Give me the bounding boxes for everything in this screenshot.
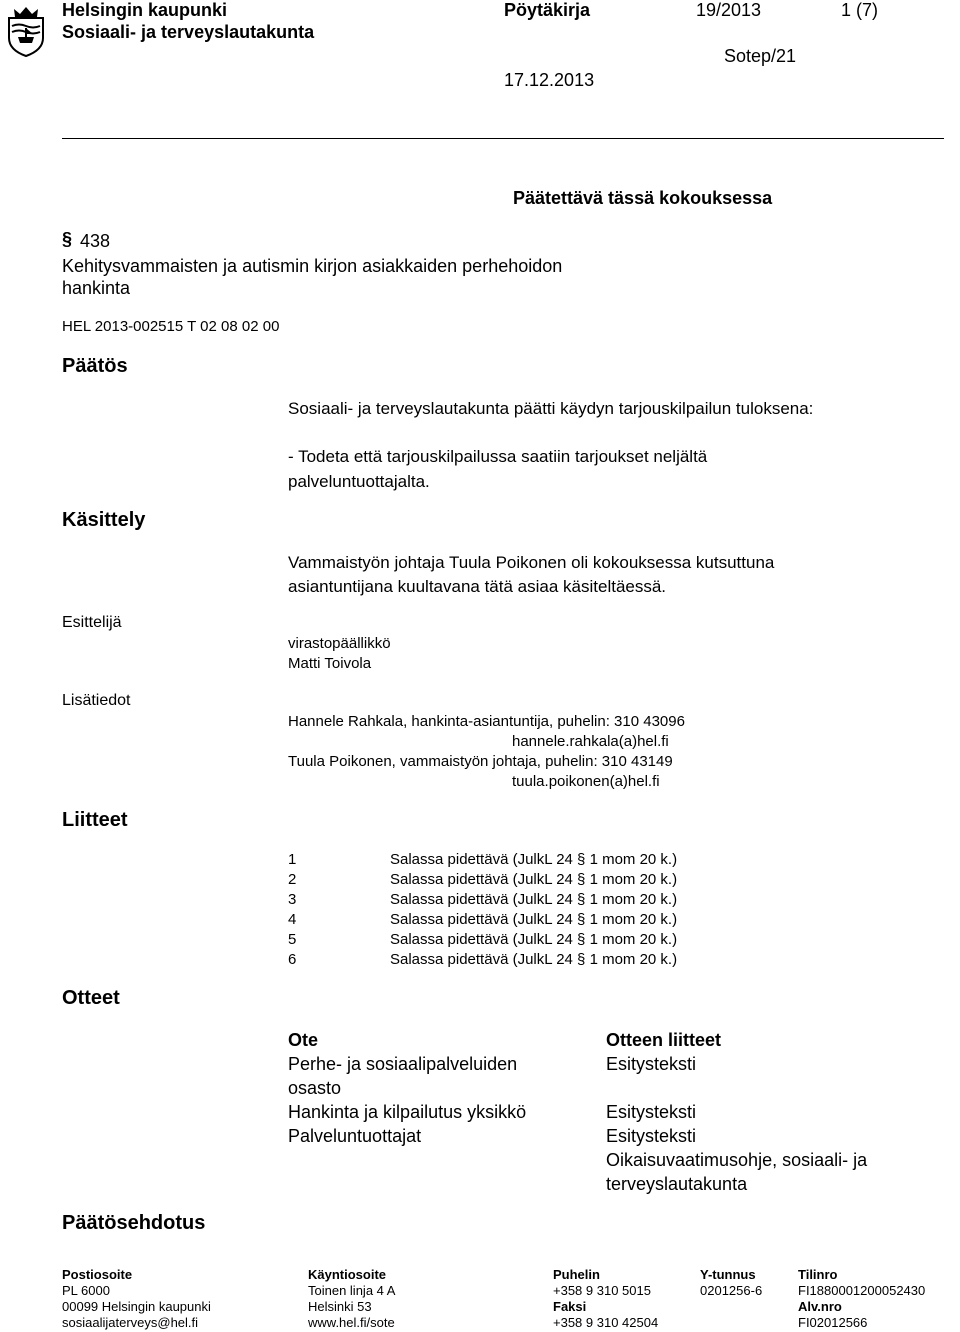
contact-line: Hannele Rahkala, hankinta-asiantuntija, puhelin: 310 43096: [288, 713, 685, 730]
footer-value: +358 9 310 5015: [553, 1283, 651, 1298]
footer-label: Puhelin: [553, 1267, 600, 1282]
extract-recipient: Perhe- ja sosiaalipalveluiden: [288, 1054, 518, 1074]
attachment-number: 1: [288, 851, 297, 868]
footer-value: Toinen linja 4 A: [308, 1283, 396, 1298]
attachment-text: Salassa pidettävä (JulkL 24 § 1 mom 20 k.): [390, 851, 678, 868]
item-title-line2: hankinta: [62, 278, 131, 298]
page-number: 1 (7): [841, 0, 879, 20]
footer-value: FI02012566: [798, 1315, 868, 1330]
presenter-title: virastopäällikkö: [288, 635, 391, 652]
attachment-row: [288, 930, 677, 950]
processing-line2: asiantuntijana kuultavana tätä asiaa käsiteltäessä.: [288, 577, 667, 596]
attachment-number: 5: [288, 931, 297, 948]
label-esittelija: Esittelijä: [62, 614, 122, 631]
footer-label: Faksi: [553, 1299, 587, 1314]
heading-otteet: Otteet: [62, 987, 120, 1009]
heading-liitteet: Liitteet: [62, 809, 128, 831]
heading-paatosehdotus: Päätösehdotus: [62, 1212, 206, 1234]
extract-recipient: Palveluntuottajat: [288, 1126, 422, 1146]
doc-number: 19/2013: [696, 0, 762, 20]
footer-label: Tilinro: [798, 1267, 838, 1282]
footer-business-id: [700, 1267, 762, 1299]
item-title-line1: Kehitysvammaisten ja autismin kirjon asiakkaiden perhehoidon: [62, 256, 563, 276]
doc-type: Pöytäkirja: [504, 0, 591, 20]
attachment-text: Salassa pidettävä (JulkL 24 § 1 mom 20 k.): [390, 951, 678, 968]
heading-paatos: Päätös: [62, 355, 128, 377]
case-reference: Sotep/21: [724, 46, 797, 66]
footer-visit: [308, 1267, 395, 1331]
extract-attachment: Esitysteksti: [606, 1102, 697, 1122]
footer-label: Postiosoite: [62, 1267, 133, 1282]
helsinki-crest-logo: [6, 4, 46, 58]
extract-attachment: Esitysteksti: [606, 1054, 697, 1074]
footer-email: sosiaalijaterveys@hel.fi: [62, 1315, 199, 1330]
processing-line1: Vammaistyön johtaja Tuula Poikonen oli kokouksessa kutsuttuna: [288, 553, 775, 572]
presenter-name: Matti Toivola: [288, 655, 372, 672]
decision-intro: Sosiaali- ja terveyslautakunta päätti käydyn tarjouskilpailun tuloksena:: [288, 399, 814, 418]
attachment-text: Salassa pidettävä (JulkL 24 § 1 mom 20 k.): [390, 891, 678, 908]
header-divider: [62, 138, 944, 139]
heading-kasittely: Käsittely: [62, 509, 146, 531]
extract-recipient: Hankinta ja kilpailutus yksikkö: [288, 1102, 527, 1122]
org-name: Helsingin kaupunki: [62, 0, 228, 20]
footer-value: +358 9 310 42504: [553, 1315, 659, 1330]
footer-label: Y-tunnus: [700, 1267, 756, 1282]
extract-attachment: Esitysteksti: [606, 1126, 697, 1146]
section-symbol: §: [62, 229, 73, 249]
footer-value: 00099 Helsingin kaupunki: [62, 1299, 211, 1314]
footer-label: Alv.nro: [798, 1299, 842, 1314]
contact-email: hannele.rahkala(a)hel.fi: [512, 733, 669, 750]
contact-email: tuula.poikonen(a)hel.fi: [512, 773, 660, 790]
attachment-text: Salassa pidettävä (JulkL 24 § 1 mom 20 k.): [390, 931, 678, 948]
extract-recipient-cont: osasto: [288, 1078, 342, 1098]
meeting-date: 17.12.2013: [504, 70, 595, 90]
attachment-row: [288, 870, 677, 890]
board-name: Sosiaali- ja terveyslautakunta: [62, 22, 315, 42]
extract-attachments-header: Otteen liitteet: [606, 1030, 722, 1050]
status-label: Päätettävä tässä kokouksessa: [513, 188, 773, 208]
attachment-row: [288, 950, 677, 970]
attachment-number: 2: [288, 871, 297, 888]
attachment-text: Salassa pidettävä (JulkL 24 § 1 mom 20 k.): [390, 911, 678, 928]
label-lisatiedot: Lisätiedot: [62, 692, 131, 709]
item-number: 438: [80, 231, 111, 251]
footer-label: Käyntiosoite: [308, 1267, 387, 1282]
attachment-text: Salassa pidettävä (JulkL 24 § 1 mom 20 k.): [390, 871, 678, 888]
footer-account: [798, 1267, 925, 1331]
footer-value: 0201256-6: [700, 1283, 763, 1298]
attachment-number: 6: [288, 951, 297, 968]
footer-website: www.hel.fi/sote: [308, 1315, 395, 1330]
extract-extra-attachment: Oikaisuvaatimusohje, sosiaali- ja: [606, 1150, 868, 1170]
contact-line: Tuula Poikonen, vammaistyön johtaja, puhelin: 310 43149: [288, 753, 673, 770]
attachment-number: 4: [288, 911, 297, 928]
attachment-row: [288, 910, 677, 930]
footer-phone: [553, 1267, 658, 1331]
footer-value: PL 6000: [62, 1283, 110, 1298]
extract-header: Ote: [288, 1030, 319, 1050]
case-id: HEL 2013-002515 T 02 08 02 00: [62, 318, 280, 335]
attachment-row: [288, 850, 677, 870]
attachment-number: 3: [288, 891, 297, 908]
extract-extra-attachment-cont: terveyslautakunta: [606, 1174, 748, 1194]
footer-value: Helsinki 53: [308, 1299, 372, 1314]
footer-postal: [62, 1267, 211, 1331]
footer-value: FI1880001200052430: [798, 1283, 926, 1298]
decision-point-line2: palveluntuottajalta.: [288, 472, 430, 491]
decision-point-line1: - Todeta että tarjouskilpailussa saatiin tarjoukset neljältä: [288, 447, 708, 466]
attachment-row: [288, 890, 677, 910]
